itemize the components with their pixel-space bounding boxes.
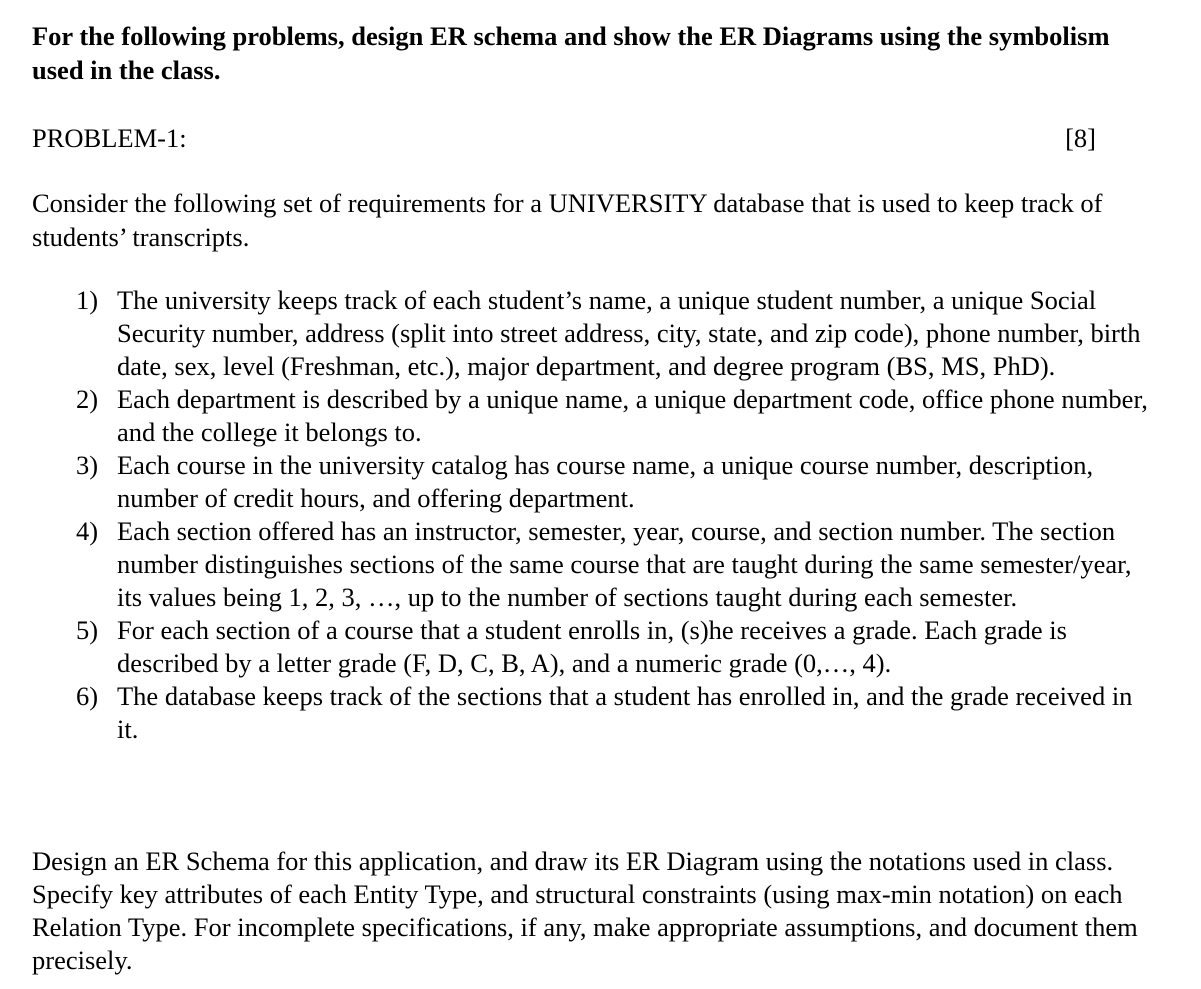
requirement-text: Each department is described by a unique name, a unique department code, office phone number, and the college it belongs to. — [117, 384, 1148, 447]
requirement-item — [0, 515, 1157, 614]
requirement-number: 5) — [76, 615, 99, 645]
intro-paragraph: Consider the following set of requirements for a UNIVERSITY database that is used to keep track of students’ transcripts. — [32, 188, 1103, 252]
problem-marks: [8] — [1065, 123, 1096, 153]
requirement-text: The database keeps track of the sections that a student has enrolled in, and the grade received in it. — [117, 681, 1133, 744]
closing-paragraph: Design an ER Schema for this application, and draw its ER Diagram using the notations used in class. Specify key attributes of each Entity Type, and structural constraints (using max-min notation) on each Relation Type. For incomplete specifications, if any, make appropriate assumptions, and document them precisely. — [32, 846, 1138, 975]
requirement-text: For each section of a course that a student enrolls in, (s)he receives a grade. Each grade is described by a letter grade (F, D, C, B, A), and a numeric grade (0,…, 4). — [117, 615, 1067, 678]
requirement-item — [0, 614, 1157, 680]
requirement-number: 2) — [76, 384, 99, 414]
requirement-number: 3) — [76, 450, 99, 480]
requirement-text: Each section offered has an instructor, semester, year, course, and section number. The section number distinguishes sections of the same course that are taught during the same semester/year, its values being 1, 2, 3, …, up to the number of sections taught during each semester. — [117, 516, 1132, 612]
requirement-number: 6) — [76, 681, 99, 711]
requirement-item — [0, 383, 1157, 449]
requirement-text: The university keeps track of each student’s name, a unique student number, a unique Social Security number, address (split into street address, city, state, and zip code), phone number, birth date, sex, level (Freshman, etc.), major department, and degree program (BS, MS, PhD). — [117, 285, 1141, 381]
requirement-text: Each course in the university catalog has course name, a unique course number, description, number of credit hours, and offering department. — [117, 450, 1094, 513]
requirement-number: 1) — [76, 285, 99, 315]
requirement-item — [0, 284, 1157, 383]
requirement-number: 4) — [76, 516, 99, 546]
requirement-item — [0, 449, 1157, 515]
instructions-heading: For the following problems, design ER schema and show the ER Diagrams using the symbolism used in the class. — [32, 21, 1110, 85]
problem-label: PROBLEM-1: — [32, 123, 187, 153]
requirement-item — [0, 680, 1157, 746]
requirements-list — [0, 284, 1201, 746]
